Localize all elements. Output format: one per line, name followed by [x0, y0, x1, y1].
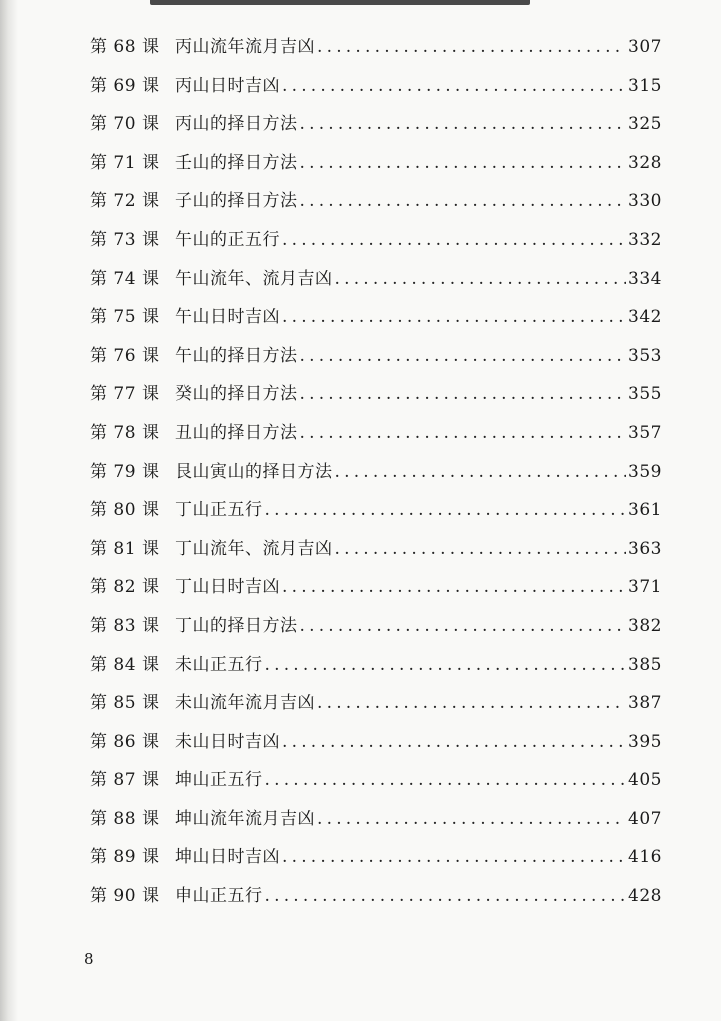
lesson-number: 第 81 课: [90, 538, 160, 559]
lesson-title: 丙山的择日方法: [175, 114, 298, 135]
lesson-title: 丁山流年、流月吉凶: [175, 538, 333, 559]
lesson-number: 第 75 课: [90, 307, 160, 328]
toc-entry: [90, 260, 662, 299]
lesson-title: 午山日时吉凶: [175, 307, 280, 328]
toc-entry: [90, 491, 662, 530]
dot-leader: [335, 453, 627, 492]
dot-leader: [282, 298, 626, 337]
dot-leader: [300, 144, 627, 183]
lesson-number: 第 83 课: [90, 615, 160, 636]
dot-leader: [265, 646, 627, 685]
dot-leader: [282, 67, 626, 106]
toc-entry: [90, 105, 662, 144]
dot-leader: [335, 530, 627, 569]
page-ref: 363: [628, 538, 662, 559]
lesson-title: 午山的正五行: [175, 229, 280, 250]
lesson-number: 第 76 课: [90, 345, 160, 366]
dot-leader: [317, 28, 626, 67]
lesson-title: 癸山的择日方法: [175, 384, 298, 405]
dot-leader: [265, 491, 627, 530]
dot-leader: [335, 260, 627, 299]
page-ref: 330: [628, 191, 662, 212]
scan-shadow: [0, 0, 18, 1021]
page-ref: 387: [628, 693, 662, 714]
page-ref: 385: [628, 654, 662, 675]
lesson-title: 丙山流年流月吉凶: [175, 37, 315, 57]
dot-leader: [300, 182, 627, 221]
lesson-title: 子山的择日方法: [175, 191, 298, 212]
lesson-number: 第 70 课: [90, 114, 160, 135]
lesson-title: 未山正五行: [175, 654, 263, 675]
page-ref: 353: [628, 345, 662, 366]
toc-entry: [90, 28, 662, 67]
toc-entry: [90, 453, 662, 492]
lesson-title: 午山流年、流月吉凶: [175, 268, 333, 289]
lesson-number: 第 69 课: [90, 75, 160, 96]
lesson-number: 第 82 课: [90, 577, 160, 598]
page-ref: 357: [628, 422, 662, 443]
toc-entry: [90, 800, 662, 839]
page-ref: 407: [628, 808, 662, 829]
toc-entry: [90, 414, 662, 453]
toc-entry: [90, 568, 662, 607]
lesson-title: 坤山流年流月吉凶: [175, 808, 315, 829]
toc-entry: [90, 337, 662, 376]
toc-entry: [90, 761, 662, 800]
lesson-title: 未山日时吉凶: [175, 731, 280, 752]
dot-leader: [300, 607, 627, 646]
dot-leader: [265, 761, 627, 800]
lesson-title: 丙山日时吉凶: [175, 75, 280, 96]
lesson-title: 丑山的择日方法: [175, 422, 298, 443]
lesson-number: 第 85 课: [90, 693, 160, 714]
lesson-number: 第 73 课: [90, 229, 160, 250]
lesson-title: 午山的择日方法: [175, 345, 298, 366]
page-ref: 334: [628, 268, 662, 289]
toc-entry: [90, 684, 662, 723]
page-ref: 382: [628, 615, 662, 636]
lesson-number: 第 89 课: [90, 847, 160, 868]
toc-entry: [90, 877, 662, 916]
dot-leader: [265, 877, 627, 916]
lesson-number: 第 72 课: [90, 191, 160, 212]
page-ref: 307: [628, 37, 662, 57]
lesson-number: 第 78 课: [90, 422, 160, 443]
lesson-title: 坤山正五行: [175, 770, 263, 791]
lesson-number: 第 80 课: [90, 500, 160, 521]
lesson-title: 丁山日时吉凶: [175, 577, 280, 598]
lesson-title: 坤山日时吉凶: [175, 847, 280, 868]
dot-leader: [300, 337, 627, 376]
dot-leader: [282, 221, 626, 260]
dot-leader: [317, 800, 626, 839]
page-ref: 342: [628, 307, 662, 328]
page-ref: 361: [628, 500, 662, 521]
page-ref: 395: [628, 731, 662, 752]
page-ref: 371: [628, 577, 662, 598]
lesson-number: 第 74 课: [90, 268, 160, 289]
dot-leader: [300, 105, 627, 144]
lesson-title: 未山流年流月吉凶: [175, 693, 315, 714]
lesson-title: 壬山的择日方法: [175, 152, 298, 173]
page-ref: 355: [628, 384, 662, 405]
toc-entry: [90, 723, 662, 762]
lesson-number: 第 71 课: [90, 152, 160, 173]
lesson-number: 第 87 课: [90, 770, 160, 791]
toc-entry: [90, 298, 662, 337]
toc-entry: [90, 646, 662, 685]
page-ref: 328: [628, 152, 662, 173]
lesson-title: 丁山正五行: [175, 500, 263, 521]
toc-entry: [90, 67, 662, 106]
dot-leader: [300, 414, 627, 453]
toc-entry: [90, 530, 662, 569]
toc-entry: [90, 182, 662, 221]
lesson-number: 第 79 课: [90, 461, 160, 482]
lesson-number: 第 90 课: [90, 886, 160, 907]
lesson-number: 第 86 课: [90, 731, 160, 752]
toc-entry: [90, 838, 662, 877]
lesson-title: 丁山的择日方法: [175, 615, 298, 636]
table-of-contents: [90, 28, 662, 916]
page-ref: 359: [628, 461, 662, 482]
lesson-number: 第 88 课: [90, 808, 160, 829]
lesson-title: 申山正五行: [175, 886, 263, 907]
page-ref: 416: [628, 847, 662, 868]
dot-leader: [282, 568, 626, 607]
lesson-title: 艮山寅山的择日方法: [175, 461, 333, 482]
page-number: 8: [84, 950, 94, 968]
toc-entry: [90, 144, 662, 183]
page-ref: 325: [628, 114, 662, 135]
page-ref: 332: [628, 229, 662, 250]
dot-leader: [282, 838, 626, 877]
lesson-number: 第 84 课: [90, 654, 160, 675]
dot-leader: [300, 375, 627, 414]
page-ref: 405: [628, 770, 662, 791]
toc-entry: [90, 375, 662, 414]
toc-entry: [90, 607, 662, 646]
dot-leader: [317, 684, 626, 723]
toc-entry: [90, 221, 662, 260]
lesson-number: 第 77 课: [90, 384, 160, 405]
lesson-number: 第 68 课: [90, 37, 160, 57]
page-ref: 428: [628, 886, 662, 907]
page-ref: 315: [628, 75, 662, 96]
cropped-heading-fragment: [150, 0, 530, 5]
dot-leader: [282, 723, 626, 762]
